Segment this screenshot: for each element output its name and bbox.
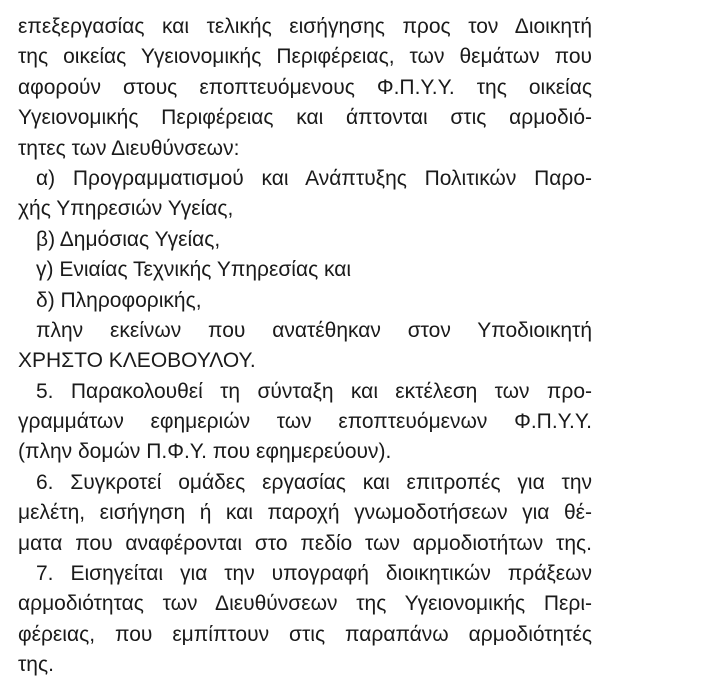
- document-text: [18, 12, 592, 681]
- text-line: γραμμάτων εφημεριών των εποπτευόμενων Φ.Π.Υ.Υ.: [18, 410, 592, 434]
- text-line: τητες των Διευθύνσεων:: [18, 136, 240, 160]
- paragraph-6: 6. Συγκροτεί ομάδες εργασίας και επιτροπές για την: [36, 470, 592, 494]
- paragraph-7: 7. Εισηγείται για την υπογραφή διοικητικών πράξεων: [36, 562, 592, 586]
- text-line: ΧΡΗΣΤΟ ΚΛΕΟΒΟΥΛΟΥ.: [18, 349, 256, 373]
- text-line: της.: [18, 653, 54, 677]
- list-item-a: α) Προγραμματισμού και Ανάπτυξης Πολιτικών Παρο-: [36, 166, 592, 190]
- text-line: φέρειας, που εμπίπτουν στις παραπάνω αρμοδιότητές: [18, 622, 592, 646]
- list-item-b: β) Δημόσιας Υγείας,: [36, 227, 221, 251]
- list-item-c: γ) Ενιαίας Τεχνικής Υπηρεσίας και: [36, 258, 352, 282]
- text-line: ματα που αναφέρονται στο πεδίο των αρμοδιοτήτων της.: [18, 531, 592, 555]
- text-line: χής Υπηρεσιών Υγείας,: [18, 197, 234, 221]
- list-item-d: δ) Πληροφορικής,: [36, 288, 202, 312]
- text-line: πλην εκείνων που ανατέθηκαν στον Υποδιοικητή: [36, 318, 592, 342]
- text-line: Υγειονομικής Περιφέρειας και άπτονται στις αρμοδιό-: [18, 106, 592, 130]
- text-line: (πλην δομών Π.Φ.Υ. που εφημερεύουν).: [18, 440, 392, 464]
- text-line: αρμοδιότητας των Διευθύνσεων της Υγειονομικής Περι-: [18, 592, 592, 616]
- text-line: μελέτη, εισήγηση ή και παροχή γνωμοδοτήσεων για θέ-: [18, 501, 592, 525]
- text-line: αφορούν στους εποπτευόμενους Φ.Π.Υ.Υ. της οικείας: [18, 75, 592, 99]
- text-line: επεξεργασίας και τελικής εισήγησης προς τον Διοικητή: [18, 15, 592, 38]
- text-line: της οικείας Υγειονομικής Περιφέρειας, των θεμάτων που: [18, 45, 592, 69]
- paragraph-5: 5. Παρακολουθεί τη σύνταξη και εκτέλεση των προ-: [36, 379, 592, 403]
